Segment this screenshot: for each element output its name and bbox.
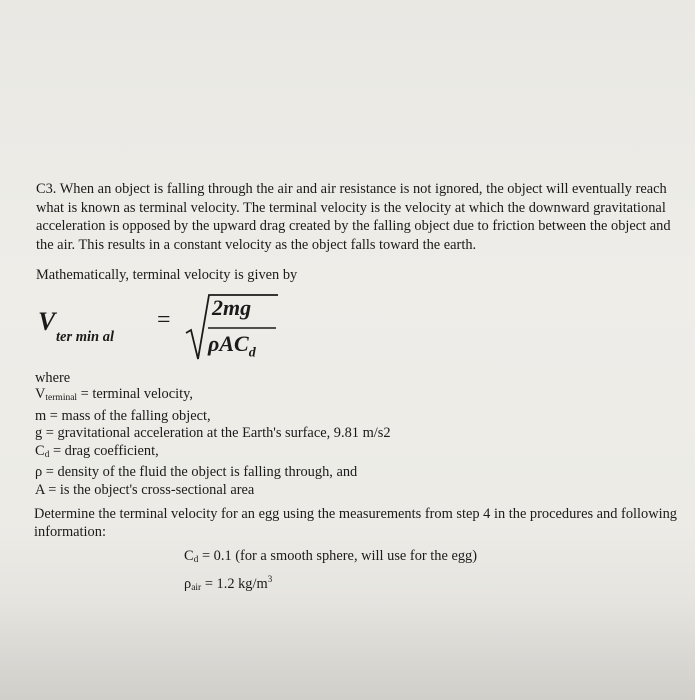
page-shadow bbox=[0, 600, 695, 700]
terminal-velocity-formula bbox=[38, 293, 298, 365]
given-values bbox=[184, 547, 477, 598]
question-paragraph: C3. When an object is falling through the air and air resistance is not ignored, the object will eventually reach what is known as terminal velocity. The terminal velocity is the velocity at which the downward gravitational acceleration is opposed by the upward drag created by the falling object due to friction between the object and the air. This results in a constant velocity as the object falls toward the earth. bbox=[36, 181, 671, 253]
definition-row: A = is the object's cross-sectional area bbox=[35, 481, 255, 498]
bleed-through-text bbox=[470, 10, 473, 26]
given-row: ρair = 1.2 $kg/m^3$ bbox=[184, 574, 273, 593]
definition-row: g = gravitational acceleration at the Earth's surface, 9.81 m/s2 bbox=[35, 425, 391, 442]
formula-denominator: ρAC$_d$ bbox=[208, 331, 256, 361]
definition-row: Vterminal = terminal velocity, bbox=[35, 386, 193, 403]
definition-row: ρ = density of the fluid the object is falling through, and bbox=[35, 464, 358, 481]
given-row: Cd = 0.1 (for a smooth sphere, will use for the egg) bbox=[184, 548, 478, 565]
formula-equals: = bbox=[157, 307, 171, 333]
task-instruction: Determine the terminal velocity for an egg using the measurements from step 4 in the procedures and following information: bbox=[34, 506, 677, 540]
formula-intro: Mathematically, terminal velocity is given by bbox=[36, 267, 298, 283]
formula-lhs: V bbox=[38, 307, 56, 336]
definition-row: m = mass of the falling object, bbox=[35, 407, 211, 424]
variable-definitions bbox=[35, 386, 635, 500]
formula-lhs-subscript: ter min al bbox=[56, 329, 115, 345]
definition-row: Cd = drag coefficient, bbox=[35, 442, 159, 460]
where-label: where bbox=[35, 370, 71, 386]
formula-numerator: 2mg bbox=[212, 295, 252, 320]
